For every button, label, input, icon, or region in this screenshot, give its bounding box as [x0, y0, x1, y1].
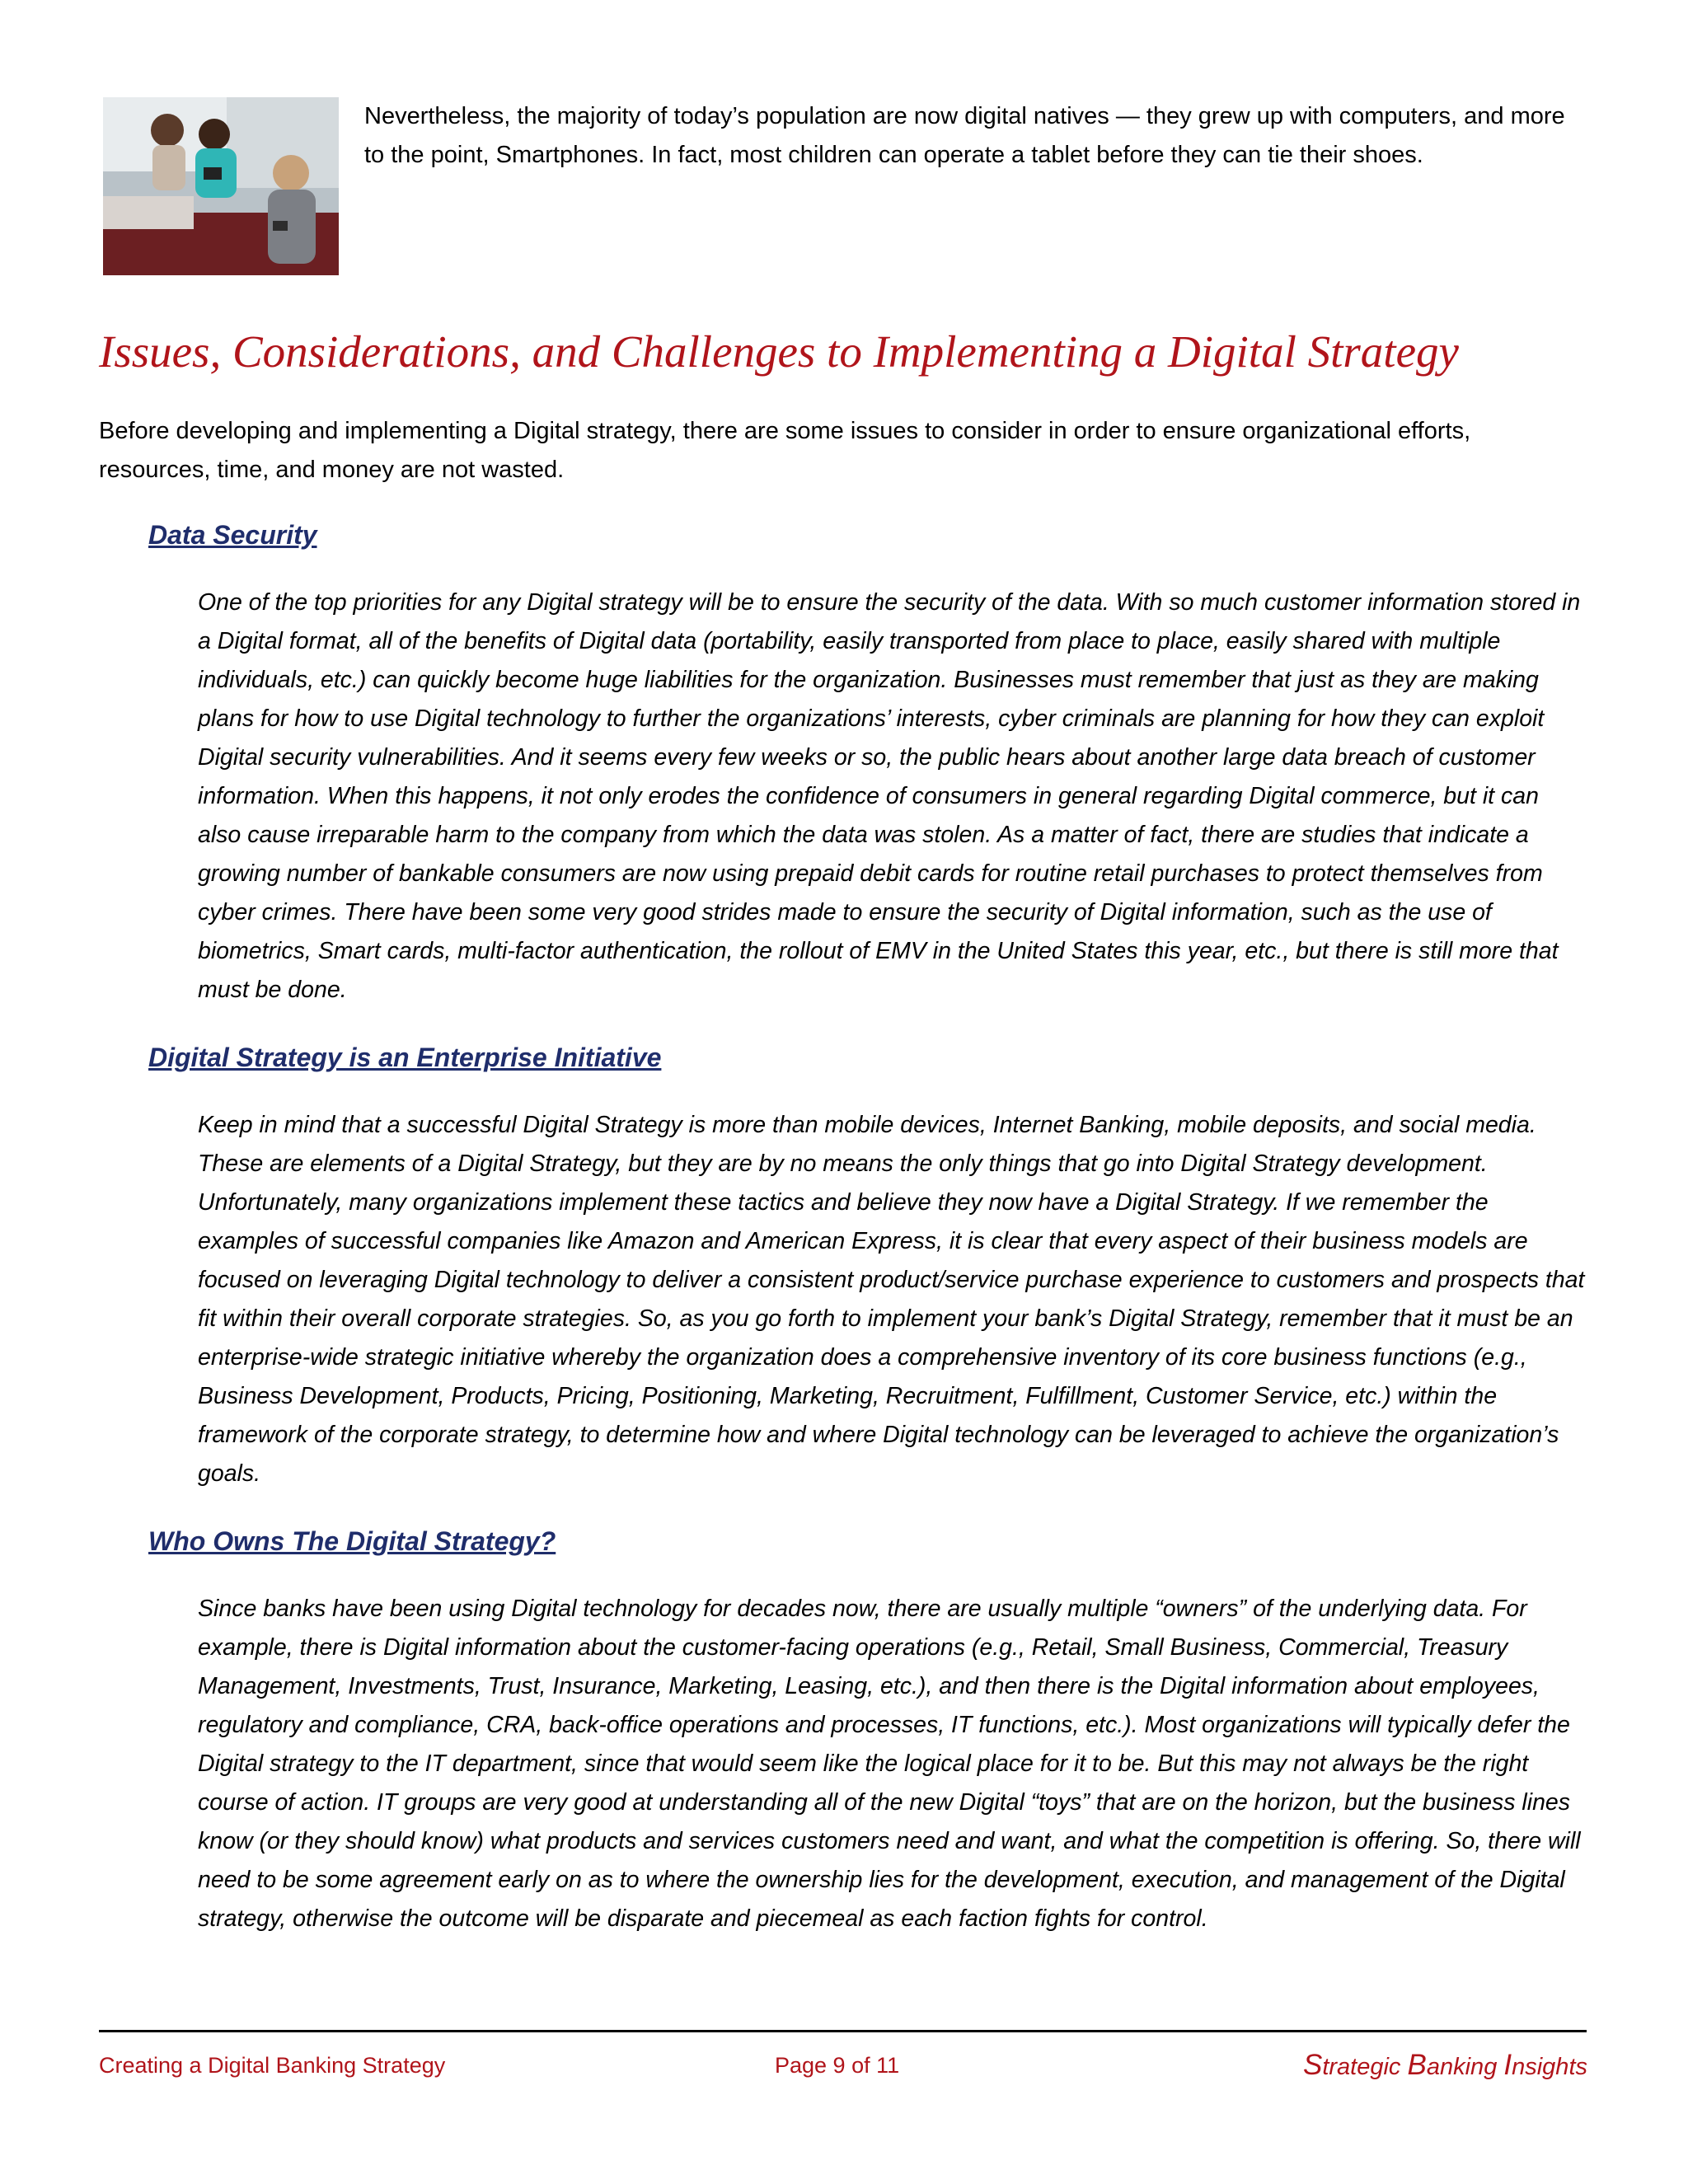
section-heading: Issues, Considerations, and Challenges to Implementing a Digital Strategy — [99, 326, 1459, 377]
footer-page-number: Page 9 of 11 — [775, 2053, 900, 2078]
footer-document-title: Creating a Digital Banking Strategy — [99, 2053, 446, 2078]
footer-brand — [1303, 2049, 1587, 2083]
footer-brand-trategic: trategic — [1322, 2054, 1408, 2080]
subsection-body-data-security: One of the top priorities for any Digital strategy will be to ensure the security of the data. With so much customer information stored in a Digital format, all of the benefits of Digital data (portability, easily transported from place to place, easily shared with multiple individuals, etc.) can quickly become huge liabilities for the organization. Businesses must remember that just as they are making plans for how to use Digital technology to further the organizations’ interests, cyber criminals are planning for how they can exploit Digital security vulnerabilities. And it seems every few weeks or so, the public hears about another large data breach of customer information. When this happens, it not only erodes the confidence of consumers in general regarding Digital commerce, but it can also cause irreparable harm to the company from which the data was stolen. As a matter of fact, there are studies that indicate a growing number of bankable consumers are now using prepaid debit cards for routine retail purchases to protect themselves from cyber crimes. There have been some very good strides made to ensure the security of Digital information, such as the use of biometrics, Smart cards, multi-factor authentication, the rollout of EMV in the United States this year, etc., but there is still more that must be done. — [198, 589, 1581, 1003]
subsection-body-who-owns: Since banks have been using Digital technology for decades now, there are usually multiple “owners” of the underlying data. For example, there is Digital information about the customer-facing operations (e.g., Retail, Small Business, Commercial, Treasury Management, Investments, Trust, Insurance, Marketing, Leasing, etc.), and then there is the Digital information about employees, regulatory and compliance, CRA, back-office operations and processes, IT functions, etc.). Most organizations will typically defer the Digital strategy to the IT department, since that would seem like the logical place for it to be. But this may not always be the right course of action. IT groups are very good at understanding all of the new Digital “toys” that are on the horizon, but the business lines know (or they should know) what products and services customers need and want, and what the competition is offering. So, there will need to be some agreement early on as to where the ownership lies for the development, execution, and management of the Digital strategy, otherwise the outcome will be disparate and piecemeal as each faction fights for control. — [198, 1596, 1581, 1932]
subsection-title-who-owns: Who Owns The Digital Strategy? — [148, 1526, 556, 1556]
section-lead-paragraph: Before developing and implementing a Digital strategy, there are some issues to consider in order to ensure organizational efforts, resources, time, and money are not wasted. — [99, 418, 1471, 483]
subsection-title-data-security: Data Security — [148, 520, 317, 550]
intro-paragraph: Nevertheless, the majority of today’s population are now digital natives — they grew up with computers, and more to the point, Smartphones. In fact, most children can operate a tablet before they can tie their shoes. — [364, 103, 1565, 168]
footer-brand-nsights: nsights — [1512, 2054, 1587, 2080]
footer-brand-b: B — [1407, 2049, 1427, 2081]
children-with-devices-photo — [103, 97, 339, 275]
footer-brand-s: S — [1302, 2049, 1323, 2081]
subsection-title-enterprise-initiative: Digital Strategy is an Enterprise Initiative — [148, 1043, 662, 1072]
footer-brand-i: I — [1503, 2049, 1512, 2081]
subsection-body-enterprise-initiative: Keep in mind that a successful Digital Strategy is more than mobile devices, Internet Banking, mobile deposits, and social media. These are elements of a Digital Strategy, but they are by no means the only things that go into Digital Strategy development. Unfortunately, many organizations implement these tactics and believe they now have a Digital Strategy. If we remember the examples of successful companies like Amazon and American Express, it is clear that every aspect of their business models are focused on leveraging Digital technology to deliver a consistent product/service purchase experience to customers and prospects that fit within their overall corporate strategies. So, as you go forth to implement your bank’s Digital Strategy, remember that it must be an enterprise-wide strategic initiative whereby the organization does a comprehensive inventory of its core business functions (e.g., Business Development, Products, Pricing, Positioning, Marketing, Recruitment, Fulfillment, Customer Service, etc.) within the framework of the corporate strategy, to determine how and where Digital technology can be leveraged to achieve the organization’s goals. — [198, 1112, 1585, 1487]
footer-brand-anking: anking — [1426, 2054, 1504, 2080]
footer-divider — [99, 2030, 1587, 2032]
children-photo-illustration — [103, 97, 339, 275]
